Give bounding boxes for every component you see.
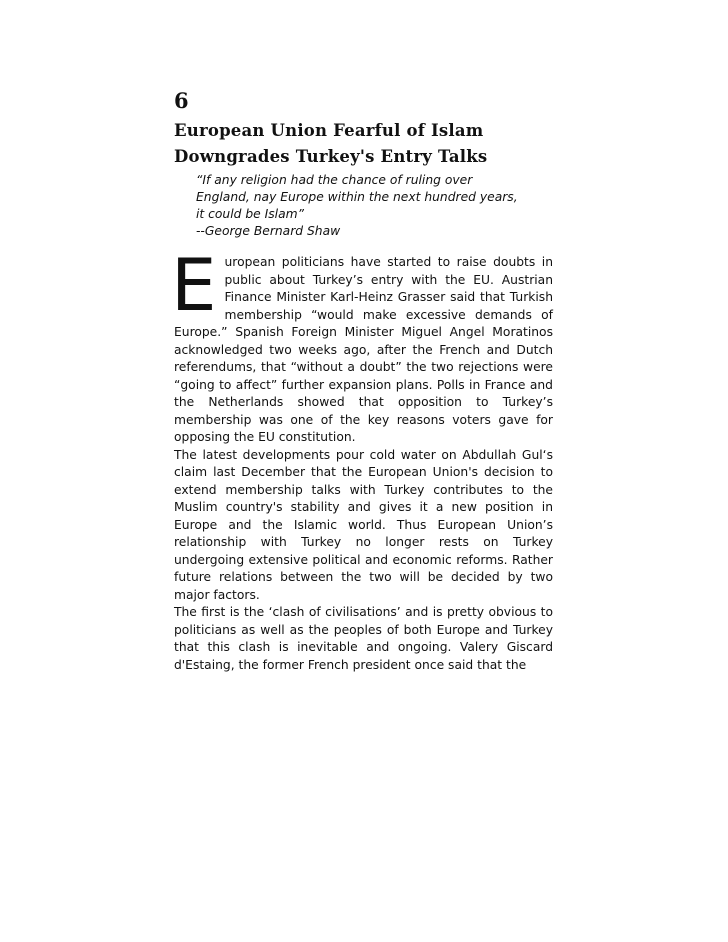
- epigraph-quote-line-3: it could be Islam”: [196, 207, 304, 221]
- epigraph-quote-line-1: “If any religion had the chance of ruling over: [196, 173, 473, 187]
- chapter-number: 6: [174, 88, 189, 113]
- drop-cap: E: [171, 243, 217, 327]
- document-page: [171, 88, 553, 674]
- chapter-title-line-2: Downgrades Turkey's Entry Talks: [174, 147, 488, 166]
- chapter-title-line-1: European Union Fearful of Islam: [174, 121, 484, 140]
- article-paragraph-1: [171, 243, 553, 447]
- article-paragraph-2: The latest developments pour cold water on Abdullah Gul‘s claim last December that the European Union's decision to extend membership talks with Turkey contributes to the Muslim country's stability and gives it a new position in Europe and the Islamic world. Thus European Union’s relationship with Turkey no longer rests on Turkey undergoing extensive political and economic reforms. Rather future relations between the two will be decided by two major factors.: [174, 447, 553, 602]
- epigraph-quote-line-2: England, nay Europe within the next hundred years,: [196, 190, 518, 204]
- epigraph-attribution: --George Bernard Shaw: [196, 224, 341, 238]
- article-paragraph-3: The first is the ‘clash of civilisations’ and is pretty obvious to politicians as well as the peoples of both Europe and Turkey that this clash is inevitable and ongoing. Valery Giscard d'Estaing, the former French president once said that the: [174, 605, 553, 672]
- paragraph-1-text: uropean politicians have started to raise doubts in public about Turkey’s entry with the EU. Austrian Finance Minister Karl-Heinz Grasser said that Turkish membership “would make excessive demands of Europe.” Spanish Foreign Minister Miguel Angel Moratinos acknowledged two weeks ago, after the French and Dutch referendums, that “without a doubt” the two rejections were “going to affect” further expansion plans. Polls in France and the Netherlands showed that opposition to Turkey’s membership was one of the key reasons voters gave for opposing the EU constitution.: [174, 255, 553, 444]
- epigraph: [196, 172, 553, 240]
- chapter-title: [174, 118, 553, 170]
